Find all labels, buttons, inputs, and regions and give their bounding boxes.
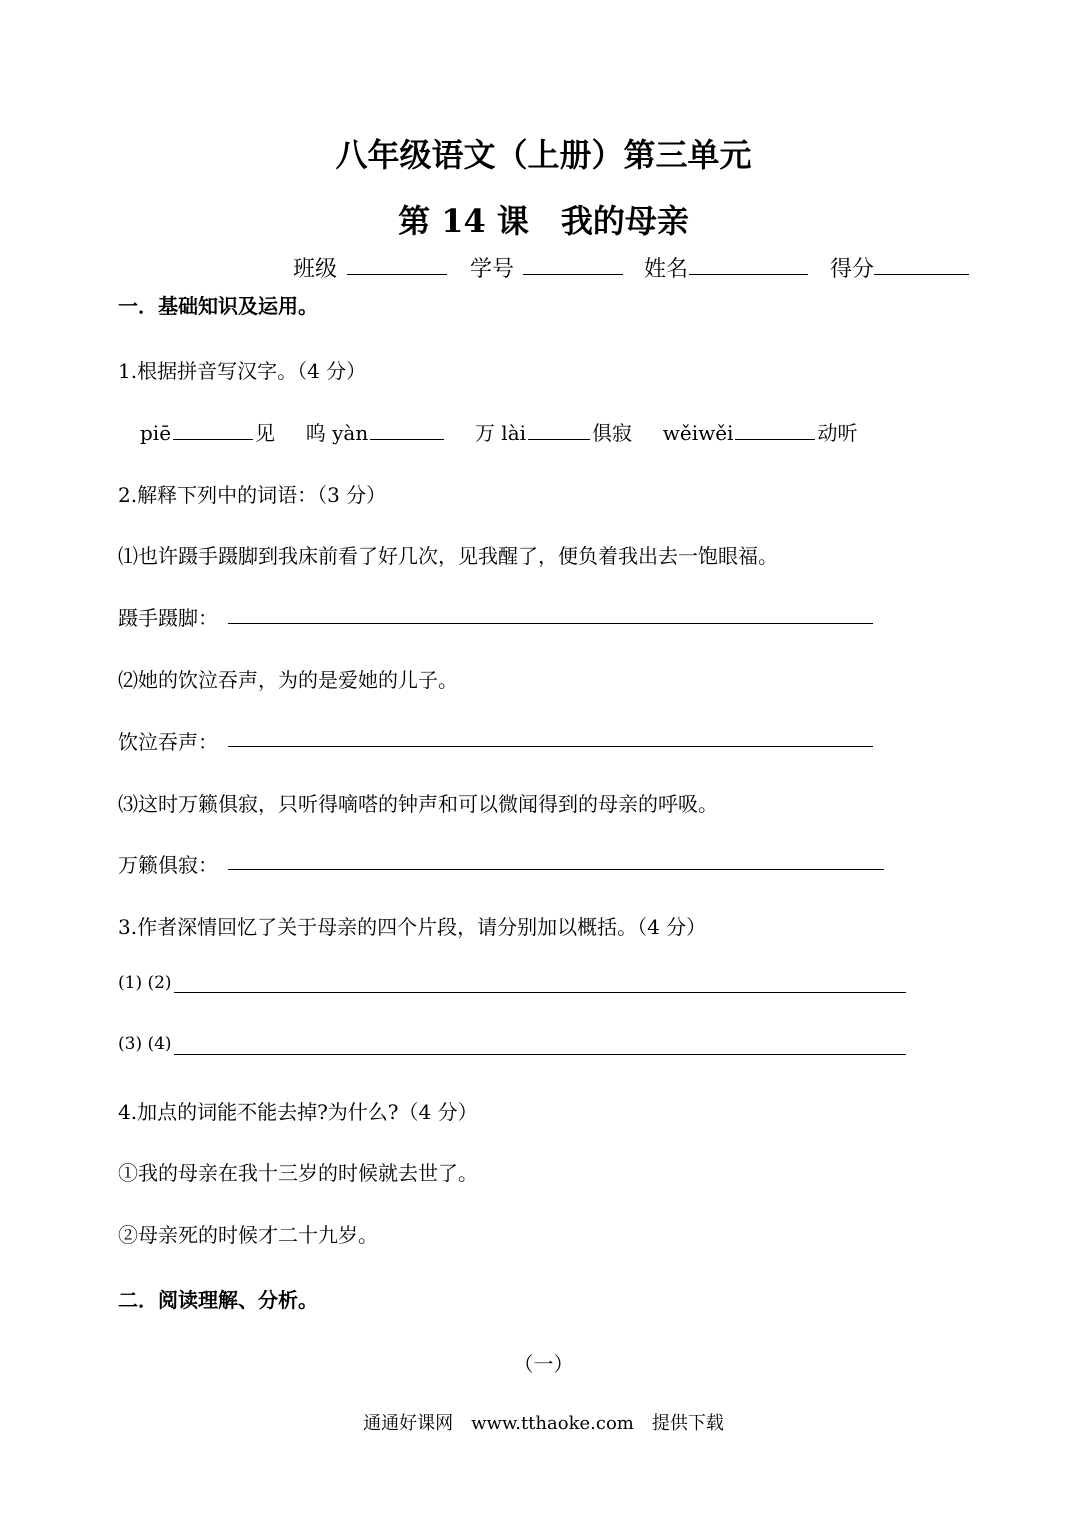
q1-prompt: 1.根据拼音写汉字。（4 分） [118, 359, 367, 383]
q4-sentence-b: ②母亲死的时候才二十九岁。 [118, 1223, 378, 1247]
q3-prompt: 3.作者深情回忆了关于母亲的四个片段，请分别加以概括。（4 分） [118, 915, 707, 939]
q3-answer-line-2[interactable] [174, 1054, 906, 1055]
q2-sentence-3: ⑶这时万籁俱寂，只听得嘀嗒的钟声和可以微闻得到的母亲的呼吸。 [118, 792, 718, 816]
q2-word-1-label: 蹑手蹑脚： [118, 606, 218, 630]
number-field[interactable] [523, 274, 623, 275]
q2-word-2-label: 饮泣吞声： [118, 730, 218, 754]
score-field[interactable] [874, 274, 969, 275]
q2-sentence-1: ⑴也许蹑手蹑脚到我床前看了好几次，见我醒了，便负着我出去一饱眼福。 [118, 544, 778, 568]
info-score-label: 得分 [830, 257, 875, 282]
pinyin-blank-4[interactable] [735, 439, 815, 440]
pinyin-1: piē [140, 421, 172, 445]
pinyin-blank-3[interactable] [528, 439, 590, 440]
section-1-title: 一．基础知识及运用。 [118, 294, 318, 318]
pinyin-2: 呜 yàn [305, 421, 369, 445]
pinyin-3: 万 lài [474, 421, 527, 445]
pinyin-4: wěiwěi [662, 421, 734, 445]
q4-sentence-a: ①我的母亲在我十三岁的时候就去世了。 [118, 1161, 478, 1185]
pinyin-4-suffix: 动听 [817, 421, 858, 445]
pinyin-blank-2[interactable] [370, 439, 444, 440]
name-field[interactable] [689, 274, 808, 275]
info-number-label: 学号 [470, 257, 515, 282]
q3-line-1-label: (1) (2) [118, 973, 172, 993]
q4-prompt: 4.加点的词能不能去掉?为什么?（4 分） [118, 1100, 478, 1124]
q2-answer-line-3[interactable] [228, 869, 884, 870]
q2-word-3-label: 万籁俱寂： [118, 853, 218, 877]
q2-sentence-2: ⑵她的饮泣吞声，为的是爱她的儿子。 [118, 668, 458, 692]
pinyin-blank-1[interactable] [173, 439, 253, 440]
info-class-label: 班级 [293, 257, 338, 282]
lesson-title: 第 14 课 我的母亲 [398, 202, 689, 240]
section-2-part-label: （一） [513, 1352, 574, 1376]
section-2-title: 二．阅读理解、分析。 [118, 1288, 318, 1312]
page-title: 八年级语文（上册）第三单元 [335, 136, 752, 174]
q2-answer-line-1[interactable] [228, 623, 873, 624]
q3-answer-line-1[interactable] [174, 992, 906, 993]
info-name-label: 姓名 [644, 257, 689, 282]
q3-line-2-label: (3) (4) [118, 1034, 172, 1054]
pinyin-row [140, 417, 857, 446]
footer-text: 通通好课网 www.tthaoke.com 提供下载 [363, 1413, 724, 1434]
pinyin-3-suffix: 俱寂 [592, 421, 633, 445]
pinyin-1-suffix: 见 [255, 421, 276, 445]
class-field[interactable] [347, 274, 447, 275]
q2-prompt: 2.解释下列中的词语：（3 分） [118, 483, 387, 507]
q2-answer-line-2[interactable] [228, 746, 873, 747]
